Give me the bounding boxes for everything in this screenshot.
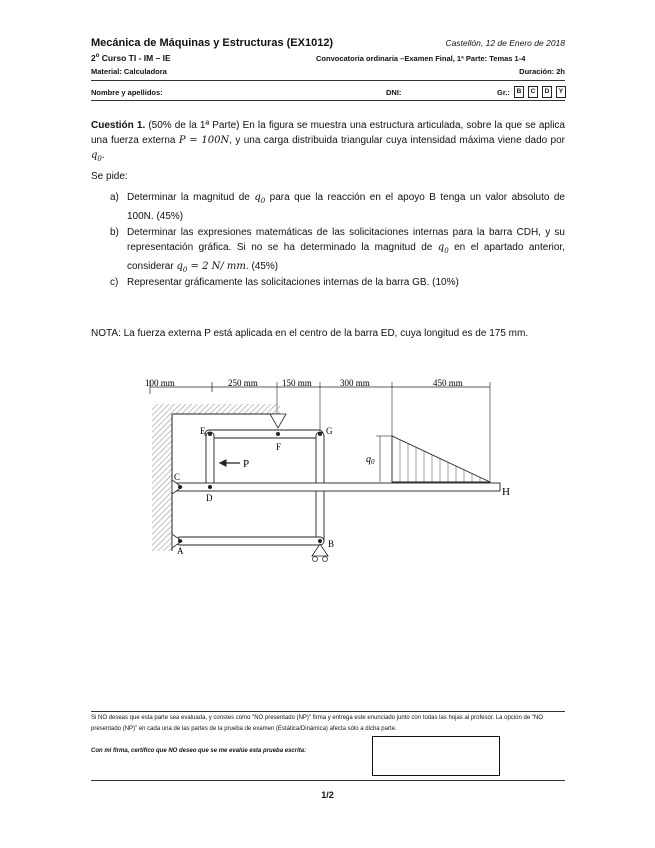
- header-divider: [91, 80, 565, 81]
- duration: Duración: 2h: [519, 67, 565, 76]
- force-formula: P = 100N: [178, 135, 230, 146]
- support-f: [270, 414, 286, 428]
- dim-150: 150 mm: [282, 378, 312, 388]
- joint-f: [276, 432, 280, 436]
- footer-bottom-divider: [91, 780, 565, 781]
- course-info: [91, 53, 171, 63]
- dim-250: 250 mm: [228, 378, 258, 388]
- joint-b: [318, 539, 322, 543]
- course-title: Mecánica de Máquinas y Estructuras (EX1012): [91, 37, 334, 49]
- dim-100: 100 mm: [145, 378, 175, 388]
- footer-note: Si NO deseas que esta parte sea evaluada, y constes como "NO presentado (NP)" firma y entrega este enunciado junto con todas las hojas al profesor. La opción de "NO presentado (NP)" en cada una de las partes de la prueba de examen (Estática/Dinámica) afecta sólo a dicha parte.: [91, 715, 543, 732]
- question-intro-end: .: [101, 150, 105, 161]
- bar-ed: [206, 432, 214, 488]
- material: Material: Calculadora: [91, 67, 167, 76]
- nota: NOTA: La fuerza externa P está aplicada en el centro de la barra ED, cuya longitud es de 175 mm.: [91, 328, 529, 339]
- dim-450: 450 mm: [433, 378, 463, 388]
- task-b-label: b): [110, 227, 119, 238]
- task-a-label: a): [110, 192, 119, 203]
- support-b: [312, 544, 328, 562]
- task-a-q0-sub: 0: [260, 197, 266, 205]
- joint-g: [318, 432, 322, 436]
- question-intro-1: (50% de la 1ª Parte) En la figura se muestra una estructura articulada, sobre la que se aplica una fuerza externa: [91, 120, 565, 146]
- bar-cdh: [176, 483, 500, 491]
- joint-a: [178, 539, 182, 543]
- task-a-text: [127, 190, 565, 224]
- label-f: F: [276, 442, 282, 452]
- question-statement: [91, 118, 565, 167]
- task-b-q0-value-sub: 0: [182, 266, 188, 274]
- course-degrees: Curso TI - IM – IE: [99, 53, 171, 63]
- task-b-text-1: Determinar las expresiones matemáticas de las solicitaciones internas para la barra CDH, y su representación gráfica. Si no se ha determinado la magnitud de: [127, 227, 565, 253]
- page-number: 1/2: [321, 790, 334, 800]
- name-field-label: Nombre y apellidos:: [91, 88, 163, 97]
- task-b-q0-sub: 0: [444, 247, 449, 255]
- task-b-q0-value-rest: = 2 N/ mm: [187, 261, 246, 272]
- task-c-text: Representar gráficamente las solicitaciones internas de la barra GB. (10%): [127, 277, 459, 288]
- name-divider: [91, 100, 565, 101]
- wall-support: [152, 404, 280, 551]
- task-c: [110, 275, 565, 290]
- exam-date: Castellón, 12 de Enero de 2018: [445, 38, 565, 48]
- task-b-q0: q: [437, 242, 445, 253]
- label-p: P: [243, 458, 250, 470]
- label-e: E: [200, 426, 206, 436]
- joint-e: [208, 432, 212, 436]
- group-box-y[interactable]: Y: [556, 86, 566, 98]
- se-pide-label: Se pide:: [91, 171, 128, 182]
- q0-subscript: 0: [97, 155, 102, 163]
- label-h: H: [502, 486, 510, 498]
- group-selector: [497, 86, 566, 98]
- joint-d: [208, 485, 212, 489]
- label-d: D: [206, 493, 213, 503]
- convocatoria: Convocatoria ordinaria –Examen Final, 1ª Parte: Temas 1-4: [316, 54, 526, 63]
- dim-300: 300 mm: [340, 378, 370, 388]
- label-a: A: [177, 546, 184, 556]
- task-b-text: [127, 225, 565, 278]
- group-box-b[interactable]: B: [514, 86, 524, 98]
- q0-symbol: q: [91, 150, 98, 161]
- task-b-text-2: en el apartado anterior, considerar: [127, 242, 565, 272]
- label-g: G: [326, 426, 333, 436]
- joint-c: [178, 485, 182, 489]
- task-b: [110, 225, 565, 278]
- question-title: Cuestión 1.: [91, 120, 146, 131]
- task-b-text-3: . (45%): [245, 261, 279, 272]
- task-b-q0-value: q: [176, 261, 183, 272]
- course-ordinal: o: [95, 53, 100, 60]
- task-a-text-2: para que la reacción en el apoyo B tenga un valor absoluto de 100N. (45%): [127, 192, 565, 222]
- label-q0: $q_0$: [366, 454, 375, 466]
- bar-ab: [176, 537, 324, 545]
- task-a-text-1: Determinar la magnitud de: [127, 192, 255, 203]
- sign-statement: Con mi firma, certifico que NO deseo que se me evalúe esta prueba escrita:: [91, 748, 307, 754]
- group-box-c[interactable]: C: [528, 86, 538, 98]
- question-intro-2: , y una carga distribuida triangular cuya intensidad máxima viene dado por: [229, 135, 566, 146]
- group-box-d[interactable]: D: [542, 86, 552, 98]
- label-b: B: [328, 539, 335, 549]
- task-a: [110, 190, 565, 224]
- bar-eg: [205, 430, 323, 438]
- distributed-load: [376, 436, 490, 482]
- task-c-label: c): [110, 277, 119, 288]
- footer-divider: [91, 711, 565, 712]
- course-number: 2: [91, 53, 96, 63]
- label-c: C: [174, 472, 181, 482]
- group-label: Gr.:: [497, 87, 510, 97]
- task-a-q0: q: [254, 192, 261, 203]
- structure-figure: [140, 376, 520, 566]
- signature-box[interactable]: [372, 736, 500, 776]
- dni-field-label: DNI:: [386, 88, 402, 97]
